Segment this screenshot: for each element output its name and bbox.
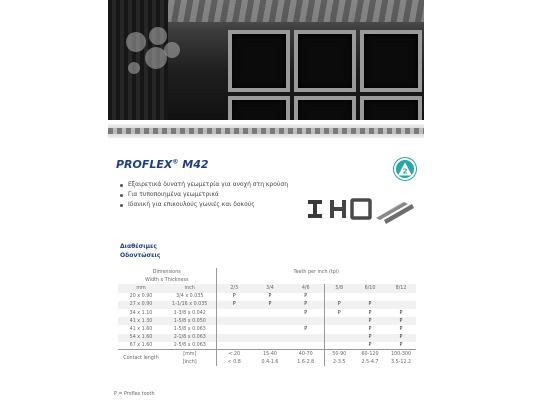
profile-shapes-image	[304, 190, 416, 226]
tpi-mark-cell: P	[268, 302, 272, 308]
dimension-mm-cell: 41 x 1.30	[129, 318, 153, 324]
heading-line: Οδοντώσεις	[120, 252, 161, 259]
contact-inch-cell: 2-3.5	[333, 359, 346, 365]
tpi-column-header: 4/6	[288, 284, 324, 292]
dimension-inch-cell: 1-5/8 x 0.063	[164, 325, 216, 333]
tpi-mark-cell: P	[337, 302, 341, 308]
tpi-mark-cell: P	[368, 343, 372, 349]
blade-teeth-strip	[108, 124, 424, 138]
bullet-icon	[120, 204, 123, 207]
table-row	[118, 342, 416, 350]
square-tube-image	[228, 30, 290, 92]
width-thickness-header: Width x Thickness	[118, 276, 216, 284]
contact-mm-cell: 50-90	[332, 351, 347, 357]
tpi-mark-cell: P	[399, 318, 403, 324]
tpi-mark-cell	[252, 325, 288, 333]
feature-list	[120, 180, 288, 210]
tpi-mark-cell	[216, 325, 252, 333]
dimension-mm-cell: 67 x 1.60	[129, 343, 153, 349]
tpi-mark-cell	[216, 342, 252, 350]
dimension-mm-cell: 34 x 1.10	[129, 310, 153, 316]
tpi-mark-cell	[216, 317, 252, 325]
tpi-mark-cell: P	[337, 310, 341, 316]
blade-teeth	[108, 128, 424, 134]
tpi-mark-cell: P	[288, 309, 324, 317]
product-photo	[108, 0, 424, 120]
contact-mm-cell: 15-40	[263, 351, 277, 357]
tpi-mark-cell: P	[368, 302, 372, 308]
feature-item	[120, 200, 288, 210]
tpi-mark-cell	[288, 342, 324, 350]
tpi-mark-cell	[216, 334, 252, 342]
heading-line: Διαθέσιμες	[120, 243, 157, 250]
triangle-badge-icon	[394, 158, 416, 180]
feature-text: Ιδανική για επικουλούς γωνιές και δοκούς	[128, 201, 255, 208]
tpi-mark-cell	[386, 301, 416, 309]
feature-text: Εξαιρετικά δυνατή γεωμετρία για ανοχή στη κρούση	[128, 181, 288, 188]
registered-mark: ®	[172, 158, 179, 166]
dimension-mm-cell: 20 x 0.90	[129, 294, 153, 300]
tpi-mark-cell	[354, 293, 386, 301]
tpi-mark-cell: P	[232, 294, 236, 300]
dimension-mm-cell: 27 x 0.90	[129, 302, 153, 308]
dimension-inch-cell: 1-3/8 x 0.042	[164, 309, 216, 317]
contact-inch-cell: < 0.8	[227, 359, 241, 365]
tpi-mark-cell	[252, 309, 288, 317]
tpi-mark-cell	[386, 293, 416, 301]
tpi-mark-cell: P	[368, 335, 372, 341]
unit-mm-header: mm	[136, 285, 146, 291]
watermark-logo	[122, 22, 184, 84]
dimension-inch-cell: 1-5/8 x 0.050	[164, 317, 216, 325]
dimension-inch-cell: 2-5/8 x 0.063	[164, 342, 216, 350]
tpi-mark-cell	[288, 334, 324, 342]
tpi-mark-cell	[324, 293, 354, 301]
tpi-column-header: 6/10	[364, 285, 376, 291]
tpi-mark-cell: P	[368, 318, 372, 324]
contact-inch-cell: 3.5-12.2	[390, 359, 412, 365]
tpi-mark-cell: P	[232, 302, 236, 308]
tpi-mark-cell: P	[288, 293, 324, 301]
square-tube-image	[360, 96, 422, 120]
dimensions-header: Dimensions	[118, 268, 216, 276]
dimension-inch-cell: 2-1/8 x 0.063	[164, 334, 216, 342]
tpi-mark-cell	[324, 317, 354, 325]
table-row	[118, 309, 416, 317]
available-teeth-heading	[120, 242, 160, 260]
dimension-mm-cell: 54 x 1.60	[129, 335, 153, 341]
tpi-mark-cell: P	[399, 326, 403, 332]
header-spacer	[216, 276, 416, 284]
tpi-column-header: 3/4	[266, 285, 274, 291]
dimension-inch-cell: 3/4 x 0.035	[164, 293, 216, 301]
tpi-mark-cell	[252, 334, 288, 342]
tpi-mark-cell: P	[399, 310, 403, 316]
tpi-mark-cell	[324, 334, 354, 342]
contact-unit-mm: [mm]	[164, 350, 216, 358]
tpi-mark-cell: P	[288, 325, 324, 333]
feature-text: Για τυποποιημένα γεωμετρικά	[128, 191, 219, 198]
square-tube-image	[228, 96, 290, 120]
contact-unit-inch: [inch]	[164, 358, 216, 366]
table-row	[118, 334, 416, 342]
product-card	[108, 150, 424, 398]
contact-inch-cell: 0.4-1.6	[261, 359, 279, 365]
square-tube-image	[360, 30, 422, 92]
contact-mm-cell: 40-70	[288, 350, 324, 358]
contact-mm-cell: < 20	[228, 351, 241, 357]
tpi-mark-cell	[324, 325, 354, 333]
dimension-inch-cell: 1-1/16 x 0.035	[164, 301, 216, 309]
tpi-column-header: 2/3	[230, 285, 239, 291]
bullet-icon	[120, 184, 123, 187]
feature-item	[120, 190, 288, 200]
unit-inch-header: inch	[164, 284, 216, 292]
tpi-mark-cell	[252, 342, 288, 350]
contact-mm-cell: 100-300	[390, 351, 412, 357]
tpi-mark-cell	[288, 317, 324, 325]
table-row	[118, 293, 416, 301]
tpi-mark-cell: P	[399, 335, 403, 341]
tpi-column-header: 8/12	[395, 285, 407, 291]
tpi-group-header: Teeth per inch (tpi)	[293, 269, 340, 275]
table-row	[118, 317, 416, 325]
product-title	[116, 158, 209, 171]
square-tube-image	[294, 30, 356, 92]
contact-length-row	[118, 350, 416, 358]
bullet-icon	[120, 194, 123, 197]
dimension-mm-cell: 41 x 1.60	[129, 326, 153, 332]
tpi-mark-cell: P	[368, 326, 372, 332]
feature-item	[120, 180, 288, 190]
square-tube-image	[294, 96, 356, 120]
tpi-mark-cell: P	[368, 310, 372, 316]
contact-mm-cell: 60-120	[361, 351, 379, 357]
tpi-mark-cell	[324, 342, 354, 350]
tpi-mark-cell: P	[268, 294, 272, 300]
badge-number: 2	[402, 167, 408, 176]
tpi-mark-cell	[216, 309, 252, 317]
contact-inch-cell: 1.6-2.8	[288, 358, 324, 366]
contact-length-label: Contact length	[123, 355, 159, 361]
tpi-mark-cell: P	[288, 301, 324, 309]
tpi-mark-cell	[252, 317, 288, 325]
tpi-column-header: 5/8	[335, 285, 344, 291]
contact-inch-cell: 2.5-4.7	[361, 359, 379, 365]
table-row	[118, 325, 416, 333]
legend-note: P = Proflex tooth	[114, 392, 155, 397]
product-name: PROFLEX	[116, 158, 173, 171]
table-row	[118, 301, 416, 309]
tpi-mark-cell: P	[399, 343, 403, 349]
product-grade: M42	[182, 158, 209, 171]
tooth-spec-table	[118, 268, 416, 366]
